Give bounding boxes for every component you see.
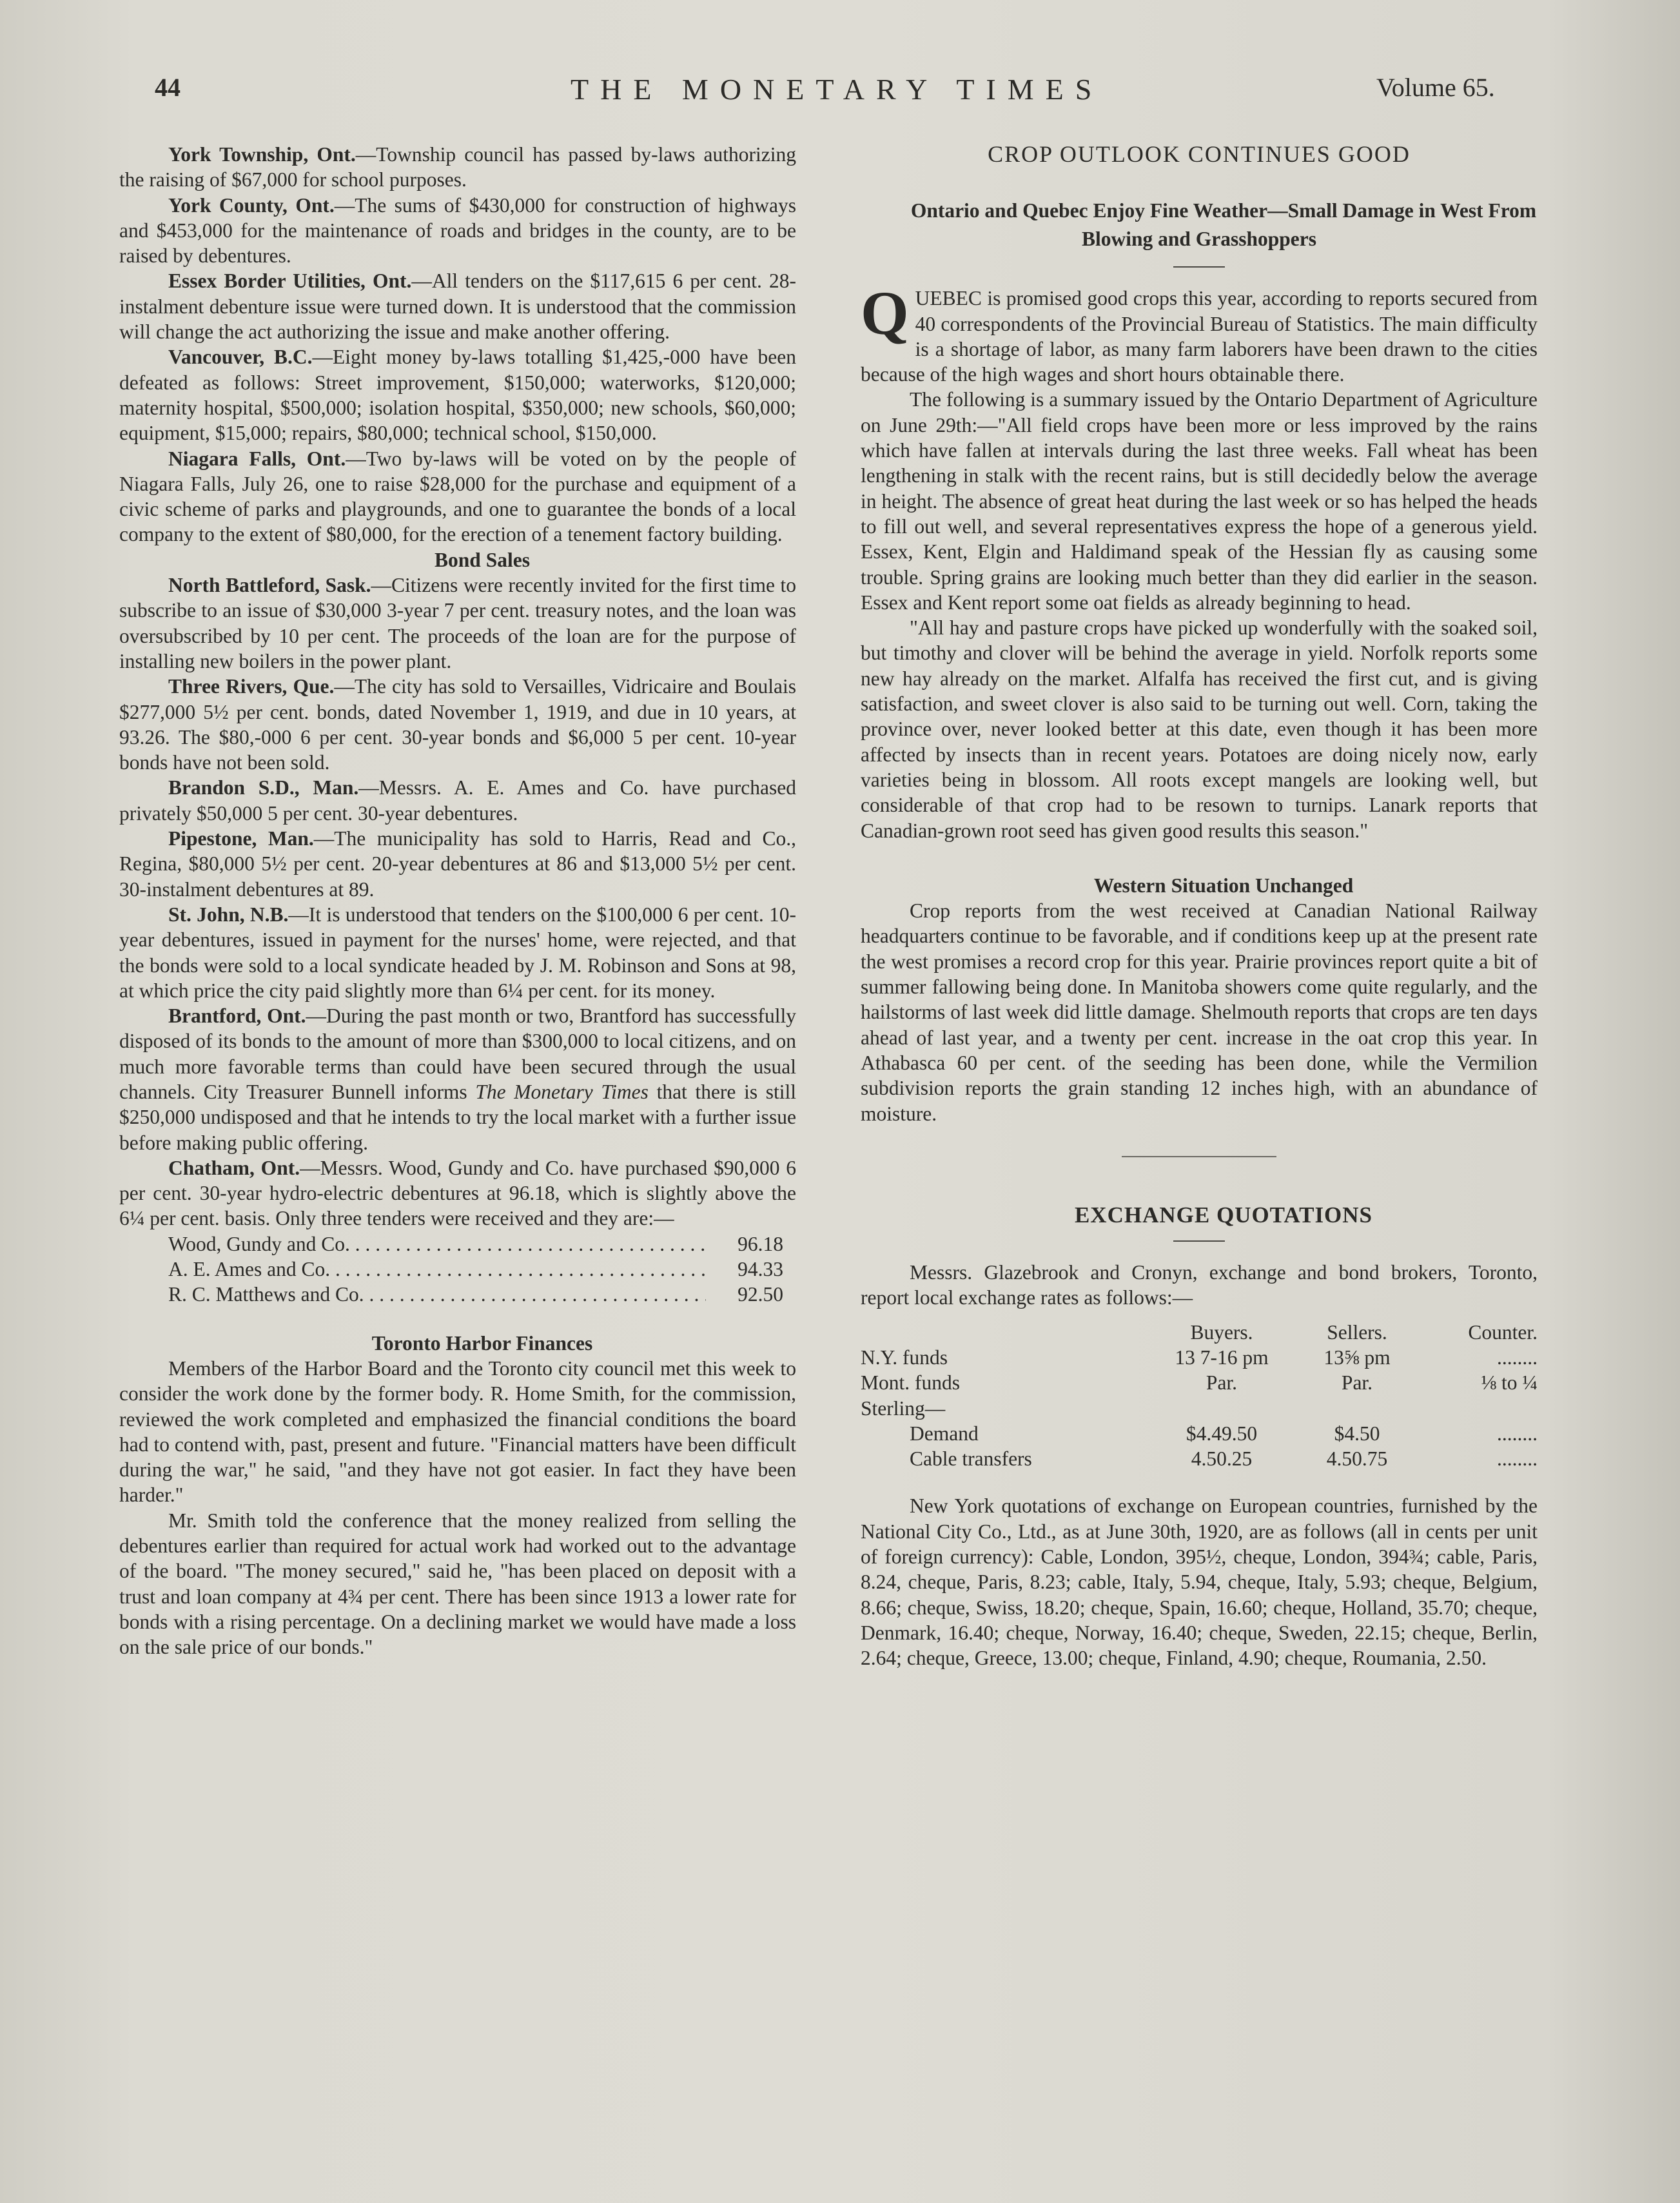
- volume-label: Volume 65.: [1376, 73, 1495, 102]
- sellers-header: Sellers.: [1327, 1320, 1387, 1344]
- cell-buyers: 13 7-16 pm: [1175, 1346, 1269, 1369]
- news-item-text: —The municipality has sold to Harris, Read and Co., Regina, $80,000 5½ per cent. 20-year debentures at 86 and $13,000 5½ per cent. 30-instalment debentures at 89.: [119, 827, 796, 901]
- exchange-heading: EXCHANGE QUOTATIONS: [1074, 1202, 1373, 1228]
- counter-header: Counter.: [1468, 1320, 1538, 1344]
- cell-sellers: Par.: [1341, 1371, 1373, 1395]
- news-item-lead: York Township, Ont.: [168, 143, 356, 166]
- tender-row: [119, 1231, 796, 1257]
- cell-counter: ⅛ to ¼: [1481, 1371, 1538, 1395]
- news-item-text: —Two by-laws will be voted on by the people of Niagara Falls, July 26, one to raise $28,000 for the purchase and equipment of a civic scheme of parks and playgrounds, and one to guarantee the bonds of a local company to the extent of $80,000, for the erection of a tenement factory building.: [119, 447, 796, 546]
- cell-label: Demand: [910, 1422, 979, 1445]
- table-row: [861, 1345, 1538, 1370]
- news-item: [119, 193, 796, 269]
- cell-buyers: 4.50.25: [1191, 1447, 1253, 1471]
- news-item: [119, 902, 796, 1003]
- table-row: [861, 1370, 1538, 1395]
- news-item-lead: Vancouver, B.C.: [168, 346, 313, 369]
- news-item-lead: Brandon S.D., Man.: [168, 776, 359, 799]
- news-item-text: —Messrs. A. E. Ames and Co. have purchased privately $50,000 5 per cent. 30-year debentures.: [119, 776, 796, 825]
- tender-row: [119, 1282, 796, 1307]
- divider: [1173, 266, 1225, 268]
- table-row: [861, 1421, 1538, 1446]
- cell-sellers: 13⅝ pm: [1323, 1346, 1391, 1369]
- news-item-text: —Township council has passed by-laws authorizing the raising of $67,000 for school purposes.: [119, 143, 796, 191]
- chatham-item: Chatham, Ont.—Messrs. Wood, Gundy and Co. have purchased $90,000 6 per cent. 30-year hydro-electric debentures at 96.18, which is slightly above the 6¼ per cent. basis. Only three tenders were received and they are:—: [119, 1156, 796, 1230]
- cell-label: N.Y. funds: [861, 1346, 948, 1369]
- cell-sellers: 4.50.75: [1326, 1447, 1388, 1471]
- cell-sellers: $4.50: [1334, 1422, 1380, 1445]
- cell-buyers: $4.49.50: [1186, 1422, 1258, 1445]
- news-item-lead: Pipestone, Man.: [168, 827, 314, 850]
- news-item: [119, 344, 796, 445]
- publication-title: THE MONETARY TIMES: [571, 73, 1104, 106]
- tender-name: A. E. Ames and Co. . . .: [168, 1257, 706, 1282]
- tender-name: Wood, Gundy and Co. . . .: [168, 1231, 706, 1257]
- cell-buyers: Par.: [1206, 1371, 1238, 1395]
- harbor-paragraph: Mr. Smith told the conference that the money realized from selling the debentures earlier than required for actual work had worked out to the advantage of the board. "The money secured," said he, "has been placed on deposit with a trust and loan company at 4¾ per cent. There has been since 1913 a lower rate for bonds with a rising percentage. On a declining market we would have made a loss on the sale price of our bonds.": [119, 1509, 796, 1659]
- drop-cap: Q: [861, 279, 909, 348]
- table-header-row: [861, 1320, 1538, 1345]
- bond-sales-list: [119, 573, 796, 1003]
- tenders-list: [119, 1231, 796, 1307]
- cell-label: Mont. funds: [861, 1371, 961, 1395]
- news-item-lead: Niagara Falls, Ont.: [168, 447, 346, 470]
- harbor-heading: Toronto Harbor Finances: [371, 1331, 593, 1355]
- bond-sales-heading: Bond Sales: [435, 548, 530, 571]
- ny-quotations-paragraph: New York quotations of exchange on European countries, furnished by the National City Co., Ltd., as at June 30th, 1920, are as follows (all in cents per unit of foreign currency): Cable, London, 395½, cheque, London, 394¾; cable, Paris, 8.24, cheque, Paris, 8.23; cable, Italy, 5.94, cheque, Italy, 5.93; cheque, Belgium, 8.66; cheque, Swiss, 18.20; cheque, Spain, 16.60; cheque, Holland, 35.70; cheque, Denmark, 16.40; cheque, Norway, 16.40; cheque, Sweden, 22.15; cheque, Berlin, 2.64; cheque, Greece, 13.00; cheque, Finland, 4.90; cheque, Roumania, 2.50.: [861, 1494, 1538, 1670]
- cell-counter: ........: [1497, 1346, 1538, 1369]
- news-item-lead: North Battleford, Sask.: [168, 574, 371, 597]
- news-item-lead: St. John, N.B.: [168, 903, 289, 926]
- news-item-text: —The sums of $430,000 for construction of highways and $453,000 for the maintenance of roads and bridges in the county, are to be raised by debentures.: [119, 193, 796, 268]
- left-column: [119, 142, 796, 1660]
- right-column: [861, 142, 1538, 1671]
- cell-counter: ........: [1497, 1447, 1538, 1471]
- harbor-paragraph: Members of the Harbor Board and the Toronto city council met this week to consider the work done by the former body. R. Home Smith, for the commission, reviewed the work completed and emphasized the financial conditions the board had to contend with, past, present and future. "Financial matters have been difficult during the war," he said, "and they have not got easier. In fact they have been harder.": [119, 1356, 796, 1507]
- news-item: [119, 142, 796, 193]
- tender-price: 96.18: [737, 1232, 783, 1255]
- news-item-text: —All tenders on the $117,615 6 per cent. 28-instalment debenture issue were turned down. It is understood that the commission will change the act authorizing the issue and make another offering.: [119, 269, 796, 344]
- page-number: 44: [155, 73, 181, 102]
- tender-row: [119, 1257, 796, 1282]
- news-item-lead: York County, Ont.: [168, 193, 335, 217]
- exchange-intro: Messrs. Glazebrook and Cronyn, exchange and bond brokers, Toronto, report local exchange rates as follows:—: [861, 1261, 1538, 1309]
- divider: [1173, 1240, 1225, 1242]
- cell-counter: ........: [1497, 1422, 1538, 1445]
- table-row: [861, 1446, 1538, 1471]
- brantford-item: Brantford, Ont.—During the past month or two, Brantford has successfully disposed of its bonds to the amount of more than $300,000 to local citizens, and on much more favorable terms than could have been secured through the usual channels. City Treasurer Bunnell informs The Monetary Times that there is still $250,000 undisposed and that he intends to try the local market with a further issue before making public offering.: [119, 1004, 797, 1154]
- crop-paragraph: "All hay and pasture crops have picked up wonderfully with the soaked soil, but timothy and clover will be behind the average in yield. Norfolk reports some new hay already on the market. Alfalfa has received the first cut, and is giving satisfaction, and sweet clover is also said to be turning out well. Corn, taking the province over, never looked better at this date, even though it has been more affected by insects than in recent years. Potatoes are doing nicely now, early varieties being in blossom. All roots except mangels are looking well, but considerable of that crop had to be resown to turnips. Lanark reports that Canadian-grown root seed has given good results this season.": [861, 616, 1538, 842]
- section-divider: [1122, 1156, 1276, 1157]
- news-item: [119, 446, 796, 547]
- exchange-table: [861, 1320, 1538, 1472]
- news-item-lead: Three Rivers, Que.: [168, 675, 335, 698]
- news-item-text: —Citizens were recently invited for the first time to subscribe to an issue of $30,000 3-year 7 per cent. treasury notes, and the loan was oversubscribed by 10 per cent. The proceeds of the loan are for the purpose of installing new boilers in the power plant.: [119, 574, 796, 672]
- news-item: [119, 573, 796, 674]
- western-heading: Western Situation Unchanged: [1093, 874, 1354, 897]
- tender-price: 92.50: [737, 1283, 783, 1306]
- news-item: [119, 268, 796, 344]
- crop-paragraph: The following is a summary issued by the Ontario Department of Agriculture on June 29th:—"All field crops have been more or less improved by the rains which have fallen at intervals during the last three weeks. Fall wheat has been lengthening in stalk with the recent rains, but is still decidedly below the average in height. The absence of great heat during the last week or so has helped the heads to fill out well, and several representatives express the hope of a generous yield. Essex, Kent, Elgin and Haldimand speak of the Hessian fly as causing some trouble. Spring grains are looking much better than they did earlier in the season. Essex and Kent report some oat fields as already beginning to head.: [861, 388, 1538, 614]
- news-item: [119, 826, 796, 902]
- tender-name: R. C. Matthews and Co. . . .: [168, 1282, 706, 1307]
- cell-label: Cable transfers: [910, 1447, 1032, 1471]
- crop-deck: Ontario and Quebec Enjoy Fine Weather—Small Damage in West From Blowing and Grasshoppers: [910, 199, 1537, 251]
- sterling-label: Sterling—: [861, 1396, 946, 1420]
- western-paragraph: Crop reports from the west received at Canadian National Railway headquarters continue to be favorable, and if conditions keep up at the present rate the west promises a record crop for this year. Prairie provinces report quite a bit of summer fallowing being done. In Manitoba showers come quite regularly, and the hailstorms of last week did little damage. Shelmouth reports that crops are ten days ahead of last year, and a twenty per cent. increase in the oat crop this year. In Athabasca 60 per cent. of the seeding has been done, while the Vermilion subdivision reports the grain standing 12 inches high, with an abundance of moisture.: [861, 899, 1538, 1125]
- table-row: [861, 1396, 1538, 1421]
- news-item: [119, 674, 796, 775]
- tender-price: 94.33: [737, 1258, 783, 1281]
- crop-headline: CROP OUTLOOK CONTINUES GOOD: [988, 141, 1411, 167]
- news-item-text: —Eight money by-laws totalling $1,425,-000 have been defeated as follows: Street improvement, $150,000; waterworks, $120,000; maternity hospital, $500,000; isolation hospital, $350,000; new schools, $60,000; equipment, $15,000; repairs, $80,000; technical school, $150,000.: [119, 346, 796, 445]
- news-item-text: —It is understood that tenders on the $100,000 6 per cent. 10-year debentures, issued in payment for the nurses' home, were rejected, and that the bonds were sold to a local syndicate headed by J. M. Robinson and Sons at 98, at which price the city paid slightly more than 6¼ per cent. for its money.: [119, 903, 796, 1002]
- buyers-header: Buyers.: [1190, 1320, 1253, 1344]
- news-item: [119, 775, 796, 826]
- municipal-news-list: [119, 142, 796, 547]
- news-item-lead: Essex Border Utilities, Ont.: [168, 269, 412, 293]
- crop-first-paragraph: QUEBEC is promised good crops this year, according to reports secured from 40 correspondents of the Provincial Bureau of Statistics. The main difficulty is a shortage of labor, as many farm laborers have been drawn to the cities because of the high wages and short hours obtainable there.: [861, 279, 1538, 386]
- news-item-text: —The city has sold to Versailles, Vidricaire and Boulais $277,000 5½ per cent. bonds, dated November 1, 1919, and due in 10 years, at 93.26. The $80,-000 6 per cent. 30-year bonds and $6,000 5 per cent. 10-year bonds have not been sold.: [119, 675, 796, 774]
